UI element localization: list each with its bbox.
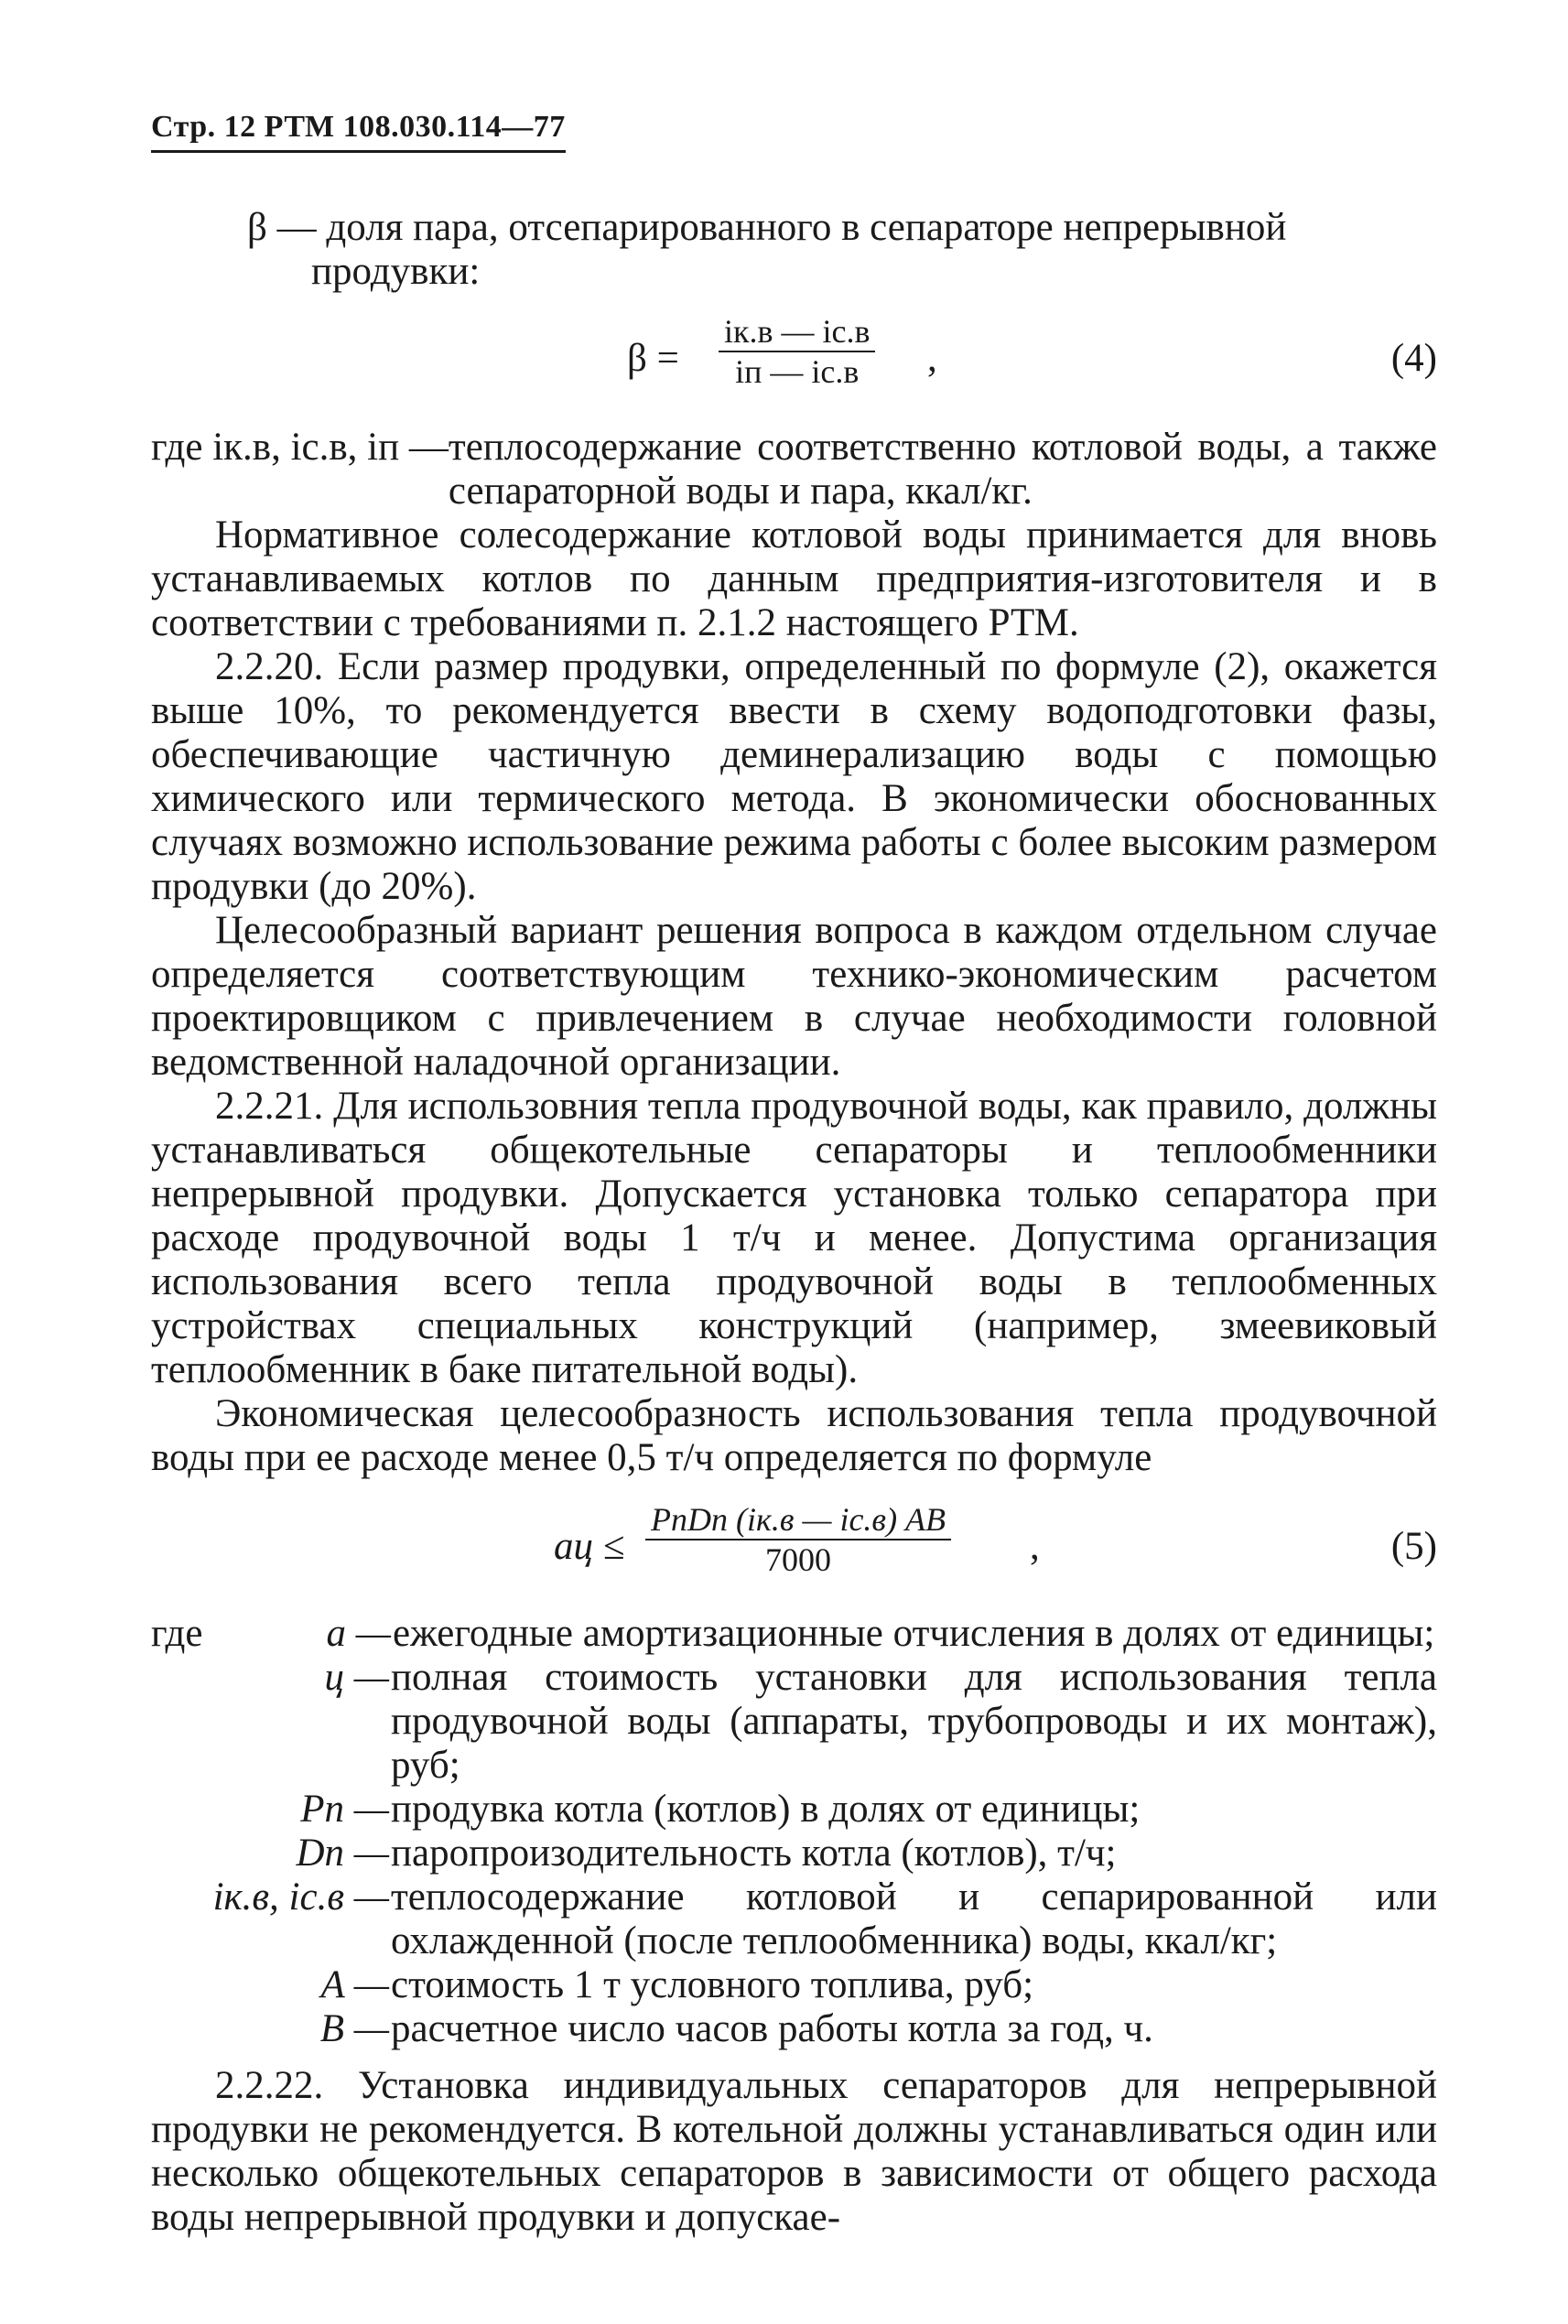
formula-5-denominator: 7000 [645,1539,951,1579]
beta-definition [247,206,1437,294]
beta-definition-line1: β — доля пара, отсепарированного в сепараторе непрерывной [247,206,1287,249]
paragraph: 2.2.21. Для использовния тепла продувочной воды, как правило, должны устанавливаться общекотельные сепараторы и теплообменники непрерывной продувки. Допускается установка только сепаратора при расходе продувочной воды 1 т/ч и менее. Допустима организация использования всего тепла продувочной воды в теплообменных устройствах специальных конструкций (например, змеевиковый теплообменник в баке питательной воды). [151,1085,1437,1391]
body-text-b [151,2064,1437,2240]
def-text: теплосодержание котловой и сепарированной или охлажденной (после теплообменника) воды, ккал/кг; [391,1875,1437,1962]
page-header: Стр. 12 РТМ 108.030.114—77 [151,110,566,153]
formula-4-fraction [719,312,875,391]
def-symbol: B — [319,2007,389,2050]
def-text: стоимость 1 т условного топлива, руб; [391,1963,1034,2006]
def-text: продувка котла (котлов) в долях от единицы; [391,1788,1141,1831]
paragraph: Нормативное солесодержание котловой воды принимается для вновь устанавливаемых котлов по данным предприятия-изготовителя и в соответствии с требованиями п. 2.1.2 настоящего РТМ. [151,513,1437,644]
formula-4-where [151,426,1437,513]
def-text: полная стоимость установки для использования тепла продувочной воды (аппараты, трубопроводы и их монтаж), руб; [391,1656,1437,1787]
formula-4-numerator: iк.в — iс.в [724,313,871,350]
paragraph: Экономическая целесообразность использования тепла продувочной воды при ее расходе менее 0,5 т/ч определяется по формуле [151,1392,1437,1479]
def-symbol: ц — [324,1656,389,1699]
formula-5-numerator: PпDп (iк.в — iс.в) AB [651,1501,946,1538]
formula-4-explanation: теплосодержание соответственно котловой воды, а также сепараторной воды и пара, ккал/кг. [448,426,1437,513]
formula-4-denominator: iп — iс.в [719,351,875,391]
where-label: где [151,1612,203,1655]
def-symbol: Dп — [296,1832,389,1875]
def-symbol: A — [320,1963,389,2006]
formula-4-number: (4) [1390,337,1437,380]
formula-4-lhs: β = [627,337,679,380]
beta-definition-line2: продувки: [311,250,481,293]
def-symbol: iк.в, iс.в — [212,1875,389,1919]
formula-4 [151,308,1437,409]
def-symbol: a — [326,1612,391,1655]
paragraph: 2.2.20. Если размер продувки, определенный по формуле (2), окажется выше 10%, то рекомендуется ввести в схему водоподготовки фазы, обеспечивающие частичную деминерализацию воды с помощью химического или термического метода. В экономически обоснованных случаях возможно использование режима работы с более высоким размером продувки (до 20%). [151,645,1437,908]
formula-5-comma: , [1030,1525,1040,1568]
def-symbol: Pп — [300,1788,389,1831]
formula-5 [151,1495,1437,1595]
body-text-a [151,513,1437,1480]
def-text: ежегодные амортизационные отчисления в долях от единицы; [393,1612,1435,1655]
formula-5-number: (5) [1390,1525,1437,1568]
paragraph: Целесообразный вариант решения вопроса в каждом отдельном случае определяется соответствующим технико-экономическим расчетом проектировщиком с привлечением в случае необходимости головной ведомственной наладочной организации. [151,909,1437,1084]
def-text: расчетное число часов работы котла за год, ч. [391,2007,1153,2050]
formula-5-fraction [645,1500,951,1579]
formula-5-lhs: aц ≤ [554,1525,625,1568]
formula-5-definitions [151,1612,1437,2051]
document-page [151,110,1437,2240]
formula-4-symbols: где iк.в, iс.в, iп — [151,426,449,469]
def-text: паропроизодительность котла (котлов), т/ч; [391,1832,1117,1875]
formula-4-comma: , [927,337,937,380]
paragraph: 2.2.22. Установка индивидуальных сепараторов для непрерывной продувки не рекомендуется. В котельной должны устанавливаться один или несколько общекотельных сепараторов в зависимости от общего расхода воды непрерывной продувки и допускае- [151,2064,1437,2239]
